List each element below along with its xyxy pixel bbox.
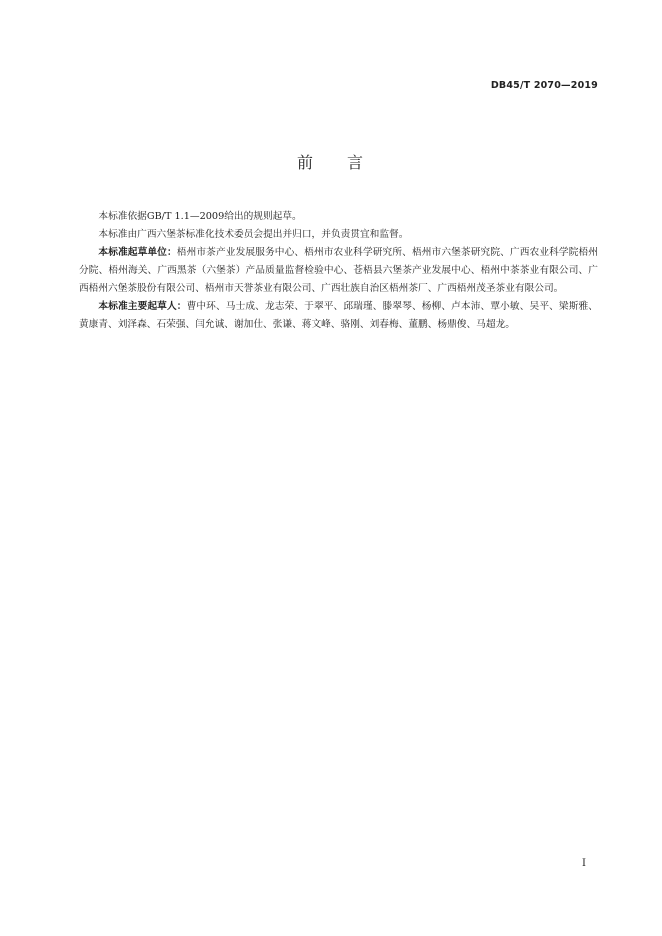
paragraph-drafting-rules xyxy=(79,208,598,226)
paragraph-lead: 本标准起草单位： xyxy=(98,247,177,258)
paragraph-text: 梧州市茶产业发展服务中心、梧州市农业科学研究所、梧州市六堡茶研究院、广西农业科学院梧州分院、梧州海关、广西黑茶（六堡茶）产品质量监督检验中心、苍梧县六堡茶产业发展中心、梧州中茶茶业有限公司、广西梧州六堡茶股份有限公司、梧州市天誉茶业有限公司、广西壮族自治区梧州茶厂、广西梧州茂圣茶业有限公司。 xyxy=(79,247,598,294)
paragraph-drafters xyxy=(79,298,598,334)
standard-code: DB45/T 2070—2019 xyxy=(490,80,598,91)
page-title-part-2: 言 xyxy=(347,153,366,172)
paragraph-text: 本标准依据GB/T 1.1—2009给出的规则起草。 xyxy=(98,211,302,222)
paragraph-proposer xyxy=(79,226,598,244)
page-title-part-1: 前 xyxy=(296,153,315,172)
paragraph-text: 曹中环、马士成、龙志荣、于翠平、邱瑞瑾、滕翠琴、杨柳、卢本沛、覃小敏、吴平、梁斯雅、黄康青、刘泽森、石荣强、闫允诚、谢加仕、张谦、蒋文峰、骆刚、刘春梅、董鹏、杨鼎俊、马超龙。 xyxy=(79,301,598,330)
page-title xyxy=(0,150,662,173)
page-number: I xyxy=(582,858,586,869)
paragraph-drafting-units xyxy=(79,244,598,298)
paragraph-text: 本标准由广西六堡茶标准化技术委员会提出并归口，并负责贯宜和监督。 xyxy=(98,229,409,240)
paragraph-lead: 本标准主要起草人： xyxy=(98,301,187,312)
foreword-body xyxy=(79,208,598,334)
